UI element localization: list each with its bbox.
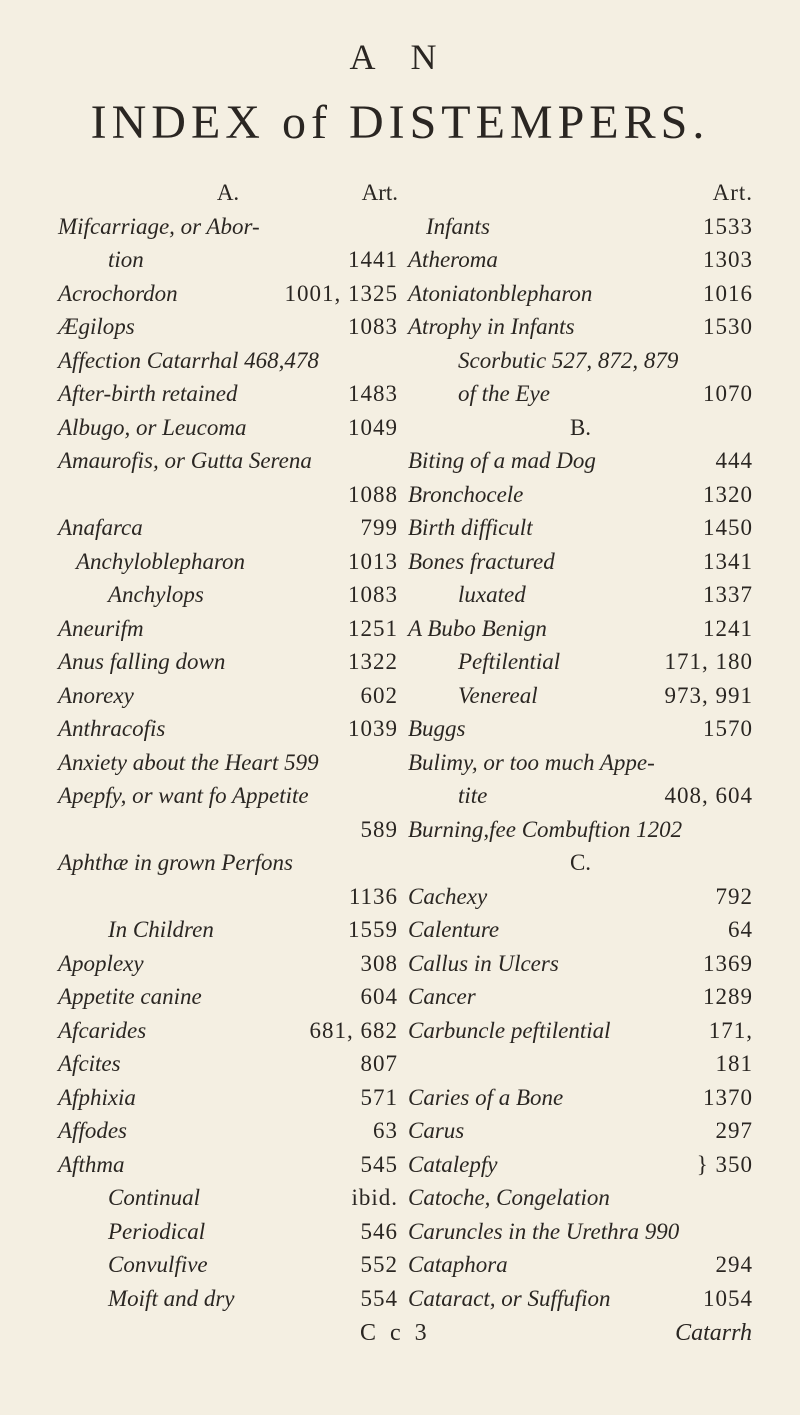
- entry-name: Aneurifm: [58, 615, 144, 641]
- entry-name: Ægilops: [58, 314, 135, 339]
- entry-name: In Children: [108, 917, 214, 942]
- entry-name: Anus falling down: [58, 649, 226, 674]
- index-entry: [408, 243, 753, 277]
- index-entry: [58, 746, 398, 780]
- entry-name: Cataract, or Suffufion: [408, 1285, 611, 1311]
- entry-page: 1049: [348, 414, 398, 440]
- entry-page: 1039: [348, 716, 398, 741]
- entry-page: 408, 604: [664, 783, 753, 808]
- index-entry: [58, 511, 398, 545]
- entry-page: } 350: [696, 1151, 753, 1177]
- entry-page: ibid.: [351, 1185, 398, 1210]
- index-entry: [58, 1081, 398, 1115]
- entry-name: Acrochordon: [58, 280, 178, 306]
- index-entry: [58, 478, 398, 512]
- entry-page: 1013: [348, 548, 398, 574]
- entry-page: 1559: [348, 917, 398, 942]
- entry-page: 1441: [348, 247, 398, 272]
- signature-mark: C c 3: [360, 1320, 431, 1346]
- entry-page: 799: [360, 515, 398, 540]
- entry-page: 1088: [348, 481, 398, 507]
- index-entry: [58, 612, 398, 646]
- entry-name: Anthracofis: [58, 716, 166, 741]
- index-entry: [408, 813, 753, 847]
- entry-name: Carbuncle peftilential: [408, 1017, 611, 1043]
- index-entry: [58, 277, 398, 311]
- entry-name: Anafarca: [58, 515, 143, 540]
- index-entry: [408, 310, 753, 344]
- entry-page: 1341: [703, 548, 753, 574]
- index-entry: [58, 1215, 398, 1249]
- index-entry: [58, 1014, 398, 1048]
- entry-name: Afcites: [58, 1051, 121, 1076]
- entry-name: Apepfy, or want fo Appetite: [58, 783, 309, 808]
- index-entry: [408, 511, 753, 545]
- entry-name: Affection Catarrhal 468,478: [58, 347, 319, 373]
- entry-name: Caries of a Bone: [408, 1084, 564, 1110]
- entry-name: Aphthæ in grown Perfons: [58, 850, 293, 875]
- index-entry: [58, 578, 398, 612]
- entry-name: Anorexy: [58, 682, 134, 708]
- entry-page: 1450: [703, 515, 753, 540]
- index-entry: [58, 645, 398, 679]
- entry-name: Atrophy in Infants: [408, 314, 575, 339]
- entry-page: 1320: [703, 481, 753, 507]
- index-entry: [408, 377, 753, 411]
- entry-name: Continual: [108, 1185, 201, 1210]
- index-entry: [408, 679, 753, 713]
- entry-page: 807: [360, 1051, 398, 1076]
- index-entry: [408, 344, 753, 378]
- index-entry: [58, 880, 398, 914]
- entry-name: Bones fractured: [408, 548, 555, 574]
- page-footer: [0, 1320, 800, 1356]
- entry-page: 1369: [703, 950, 753, 976]
- entry-name: Scorbutic 527, 872, 879: [458, 347, 679, 373]
- index-entry: [408, 210, 753, 244]
- index-entry: [58, 444, 398, 478]
- index-entry: [408, 545, 753, 579]
- entry-name: tion: [108, 247, 144, 272]
- index-entry: [58, 846, 398, 880]
- entry-page: 1337: [703, 582, 753, 607]
- page-title: INDEX of DISTEMPERS.: [90, 96, 710, 149]
- entry-name: Burning,fee Combuftion 1202: [408, 816, 683, 842]
- entry-name: Birth difficult: [408, 515, 533, 540]
- entry-page: 1251: [348, 615, 398, 641]
- entry-name: Bronchocele: [408, 481, 524, 507]
- entry-page: 552: [360, 1252, 398, 1277]
- entry-page: 602: [360, 682, 398, 708]
- index-entry: [408, 578, 753, 612]
- index-entry: [408, 1215, 753, 1249]
- entry-name: Biting of a mad Dog: [408, 448, 596, 473]
- index-entry: [58, 1114, 398, 1148]
- entry-name: Calenture: [408, 917, 500, 942]
- index-entry: [408, 846, 753, 880]
- index-entry: [58, 545, 398, 579]
- entry-page: 444: [715, 448, 753, 473]
- entry-page: 1289: [703, 984, 753, 1009]
- entry-name: Mifcarriage, or Abor-: [58, 213, 260, 239]
- index-entry: [58, 980, 398, 1014]
- entry-name: of the Eye: [458, 381, 550, 406]
- entry-page: 554: [360, 1285, 398, 1311]
- entry-page: Art.: [361, 180, 398, 205]
- index-entry: [408, 1148, 753, 1182]
- index-entry: [58, 1047, 398, 1081]
- entry-name: luxated: [458, 582, 526, 607]
- right-column: [408, 176, 753, 1315]
- entry-name: Anchylops: [108, 582, 204, 607]
- entry-name: Periodical: [108, 1218, 206, 1244]
- index-entry: [408, 980, 753, 1014]
- entry-page: 1241: [703, 615, 753, 641]
- index-entry: [58, 176, 398, 210]
- entry-page: 1136: [348, 883, 398, 909]
- entry-page: Art.: [712, 180, 753, 205]
- index-entry: [58, 243, 398, 277]
- entry-name: Peftilential: [458, 649, 561, 674]
- index-entry: [58, 310, 398, 344]
- entry-page: 1054: [703, 1285, 753, 1311]
- entry-page: 63: [373, 1118, 398, 1143]
- entry-name: Cataphora: [408, 1252, 508, 1277]
- entry-page: 1070: [703, 381, 753, 406]
- entry-name: Amaurofis, or Gutta Serena: [58, 448, 312, 473]
- entry-name: Venereal: [458, 682, 538, 708]
- entry-page: 571: [360, 1084, 398, 1110]
- entry-name: Cachexy: [408, 883, 488, 909]
- entry-name: Afphixia: [58, 1084, 136, 1110]
- entry-name: Infants: [426, 213, 490, 239]
- index-entry: [58, 1148, 398, 1182]
- entry-name: Bulimy, or too much Appe-: [408, 749, 655, 775]
- entry-name: tite: [458, 783, 488, 808]
- index-entry: [58, 411, 398, 445]
- index-entry: [408, 1282, 753, 1316]
- index-entry: [408, 947, 753, 981]
- entry-name: Catoche, Congelation: [408, 1185, 610, 1210]
- entry-name: Afthma: [58, 1151, 125, 1177]
- entry-name: Caruncles in the Urethra 990: [408, 1218, 680, 1244]
- index-entry: [408, 712, 753, 746]
- entry-name: Carus: [408, 1118, 465, 1143]
- entry-name: Anchyloblepharon: [76, 548, 246, 574]
- entry-page: 1533: [703, 213, 753, 239]
- entry-page: 1083: [348, 314, 398, 339]
- entry-page: 1570: [703, 716, 753, 741]
- entry-name: A.: [216, 180, 240, 205]
- entry-name: Afcarides: [58, 1017, 147, 1043]
- entry-page: 181: [715, 1051, 753, 1076]
- index-entry: [408, 913, 753, 947]
- entry-page: 546: [360, 1218, 398, 1244]
- entry-page: 1016: [703, 280, 753, 306]
- entry-page: 171, 180: [664, 649, 753, 674]
- entry-page: 1483: [348, 381, 398, 406]
- entry-page: 1303: [703, 247, 753, 272]
- entry-name: Atoniatonblepharon: [408, 280, 593, 306]
- entry-page: 1322: [348, 649, 398, 674]
- index-entry: [58, 779, 398, 813]
- entry-page: 64: [728, 917, 753, 942]
- entry-name: After-birth retained: [58, 381, 238, 406]
- entry-name: Affodes: [58, 1118, 127, 1143]
- header-an: A N: [349, 37, 451, 77]
- index-entry: [408, 612, 753, 646]
- index-entry: [58, 1282, 398, 1316]
- entry-name: B.: [569, 414, 592, 440]
- entry-page: 1001, 1325: [284, 280, 398, 306]
- entry-page: 171,: [708, 1017, 753, 1043]
- index-entry: [408, 478, 753, 512]
- index-entry: [408, 1248, 753, 1282]
- index-entry: [58, 813, 398, 847]
- index-entry: [408, 277, 753, 311]
- index-entry: [408, 1047, 753, 1081]
- entry-name: Albugo, or Leucoma: [58, 414, 247, 440]
- entry-name: Atheroma: [408, 247, 498, 272]
- index-entry: [58, 344, 398, 378]
- index-entry: [408, 645, 753, 679]
- index-entry: [408, 779, 753, 813]
- entry-name: Catalepfy: [408, 1151, 498, 1177]
- left-column: [58, 176, 398, 1315]
- entry-name: Apoplexy: [58, 950, 144, 976]
- index-entry: [408, 1081, 753, 1115]
- index-entry: [408, 880, 753, 914]
- entry-name: Anxiety about the Heart 599: [58, 749, 319, 775]
- entry-name: Callus in Ulcers: [408, 950, 559, 976]
- index-entry: [408, 746, 753, 780]
- entry-page: 589: [360, 816, 398, 842]
- index-entry: [408, 1114, 753, 1148]
- index-entry: [408, 1181, 753, 1215]
- index-entry: [58, 712, 398, 746]
- entry-name: Convulfive: [108, 1252, 208, 1277]
- index-entry: [408, 444, 753, 478]
- entry-name: Buggs: [408, 716, 466, 741]
- entry-name: A Bubo Benign: [408, 615, 547, 641]
- index-entry: [58, 1248, 398, 1282]
- entry-page: 973, 991: [664, 682, 753, 708]
- entry-page: 294: [715, 1252, 753, 1277]
- index-entry: [408, 176, 753, 210]
- entry-page: 681, 682: [309, 1017, 398, 1043]
- entry-name: C.: [569, 850, 592, 875]
- entry-page: 297: [715, 1118, 753, 1143]
- index-entry: [58, 913, 398, 947]
- entry-name: Moift and dry: [108, 1285, 235, 1311]
- entry-page: 1083: [348, 582, 398, 607]
- entry-name: Appetite canine: [58, 984, 202, 1009]
- index-entry: [58, 679, 398, 713]
- entry-page: 792: [715, 883, 753, 909]
- entry-page: 308: [360, 950, 398, 976]
- index-entry: [58, 210, 398, 244]
- entry-page: 604: [360, 984, 398, 1009]
- index-entry: [408, 1014, 753, 1048]
- index-entry: [58, 377, 398, 411]
- index-entry: [408, 411, 753, 445]
- index-entry: [58, 947, 398, 981]
- entry-page: 1370: [703, 1084, 753, 1110]
- entry-page: 1530: [703, 314, 753, 339]
- index-entry: [58, 1181, 398, 1215]
- catchword: Catarrh: [675, 1320, 752, 1346]
- entry-name: Cancer: [408, 984, 476, 1009]
- entry-page: 545: [360, 1151, 398, 1177]
